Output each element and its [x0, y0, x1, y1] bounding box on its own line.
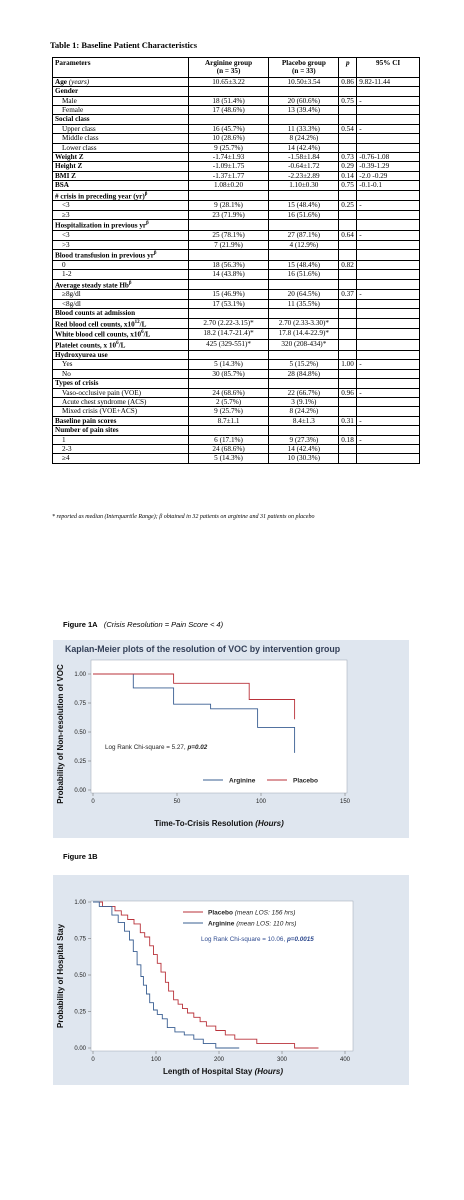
- placebo-value: 4 (12.9%): [269, 240, 339, 249]
- row-label: Vaso-occlusive pain (VOE): [53, 388, 189, 397]
- x-axis-label: Length of Hospital Stay (Hours): [162, 1067, 284, 1076]
- table-row: [53, 407, 420, 416]
- row-label: Male: [53, 96, 189, 105]
- ci-value: -2.0 -0.29: [357, 171, 420, 180]
- table-row: [53, 171, 420, 180]
- ci-value: [357, 210, 420, 219]
- figure-1a-label: Figure 1A (Crisis Resolution = Pain Score < 4): [63, 620, 224, 629]
- arginine-value: 24 (68.6%): [188, 388, 269, 397]
- y-tick-label: 0.75: [74, 936, 86, 943]
- arginine-value: 30 (85.7%): [188, 369, 269, 378]
- p-value: [339, 444, 357, 453]
- placebo-value: 11 (35.5%): [269, 299, 339, 308]
- table-row: [53, 340, 420, 351]
- ci-value: [357, 444, 420, 453]
- ci-value: [357, 340, 420, 351]
- x-tick-label: 100: [150, 1057, 162, 1063]
- table-row: [53, 106, 420, 115]
- arginine-value: 7 (21.9%): [188, 240, 269, 249]
- arginine-value: 25 (78.1%): [188, 231, 269, 240]
- table-row: [53, 260, 420, 269]
- ci-value: [357, 260, 420, 269]
- ci-value: -: [357, 290, 420, 299]
- table-section-row: [53, 190, 420, 201]
- placebo-value: 8 (24.2%): [269, 134, 339, 143]
- p-value: 0.54: [339, 124, 357, 133]
- row-label: 1-2: [53, 270, 189, 279]
- arginine-value: 18.2 (14.7-21.4)*: [188, 329, 269, 340]
- placebo-value: 11 (33.3%): [269, 124, 339, 133]
- row-label: Hydroxyurea use: [53, 350, 189, 359]
- row-label: Platelet counts, x $10^6/L$: [53, 340, 189, 351]
- p-value: [339, 87, 357, 96]
- p-value: [339, 190, 357, 201]
- p-value: [339, 407, 357, 416]
- p-value: [339, 309, 357, 318]
- legend-label-placebo: Placebo (mean LOS: 156 hrs): [208, 909, 296, 917]
- placebo-value: [269, 350, 339, 359]
- row-label: ≥8g/dl: [53, 290, 189, 299]
- arginine-value: 18 (56.3%): [188, 260, 269, 269]
- ci-value: [357, 87, 420, 96]
- arginine-value: 9 (25.7%): [188, 143, 269, 152]
- p-value: [339, 329, 357, 340]
- arginine-value: 5 (14.3%): [188, 360, 269, 369]
- ci-value: [357, 379, 420, 388]
- arginine-value: 24 (68.6%): [188, 444, 269, 453]
- placebo-value: 22 (66.7%): [269, 388, 339, 397]
- arginine-value: [188, 309, 269, 318]
- row-label: Red blood cell counts, $x10^{12}/L$: [53, 318, 189, 329]
- placebo-value: [269, 87, 339, 96]
- table-row: [53, 299, 420, 308]
- arginine-value: 425 (329-551)*: [188, 340, 269, 351]
- placebo-value: 10 (30.3%): [269, 454, 339, 463]
- arginine-value: [188, 87, 269, 96]
- placebo-value: 5 (15.2%): [269, 360, 339, 369]
- ci-value: -: [357, 388, 420, 397]
- ci-value: [357, 407, 420, 416]
- chart-title: Kaplan-Meier plots of the resolution of VOC by intervention group: [65, 644, 341, 654]
- header-ci: 95% CI: [357, 58, 420, 78]
- arginine-value: [188, 190, 269, 201]
- y-tick-label: 0.00: [74, 1046, 86, 1052]
- placebo-value: [269, 249, 339, 260]
- table-row: [53, 77, 420, 86]
- y-tick-label: 0.25: [74, 759, 86, 765]
- p-value: [339, 210, 357, 219]
- table-row: [53, 318, 420, 329]
- x-tick-label: 150: [339, 799, 351, 805]
- row-label: # crisis in preceding year (yr)$^\beta$: [53, 190, 189, 201]
- p-value: [339, 340, 357, 351]
- ci-value: [357, 106, 420, 115]
- arginine-value: 14 (43.8%): [188, 270, 269, 279]
- x-tick-label: 300: [276, 1057, 288, 1063]
- row-label: <8g/dl: [53, 299, 189, 308]
- row-label: 2-3: [53, 444, 189, 453]
- ci-value: -0.1-0.1: [357, 181, 420, 190]
- y-tick-label: 1.00: [74, 900, 86, 906]
- table-row: [53, 435, 420, 444]
- p-value: 0.25: [339, 201, 357, 210]
- arginine-value: 8.7±1.1: [188, 416, 269, 425]
- table-title: Table 1: Baseline Patient Characteristics: [50, 40, 197, 50]
- p-value: 0.29: [339, 162, 357, 171]
- row-label: >3: [53, 240, 189, 249]
- table-footnote: * reported as median (Interquartile Range); β obtained in 32 patients on arginine and 31 patients on placebo: [52, 514, 315, 520]
- row-label: Types of crisis: [53, 379, 189, 388]
- x-tick-label: 50: [173, 799, 181, 805]
- arginine-value: [188, 379, 269, 388]
- arginine-value: -1.09±1.75: [188, 162, 269, 171]
- placebo-value: [269, 426, 339, 435]
- arginine-value: 6 (17.1%): [188, 435, 269, 444]
- row-label: <3: [53, 231, 189, 240]
- ci-value: [357, 397, 420, 406]
- placebo-value: 8.4±1.3: [269, 416, 339, 425]
- row-label: Blood counts at admission: [53, 309, 189, 318]
- placebo-value: 1.10±0.30: [269, 181, 339, 190]
- placebo-value: 3 (9.1%): [269, 397, 339, 406]
- table-section-row: [53, 379, 420, 388]
- row-label: Female: [53, 106, 189, 115]
- table-section-row: [53, 426, 420, 435]
- p-value: [339, 454, 357, 463]
- ci-value: [357, 329, 420, 340]
- table-row: [53, 162, 420, 171]
- header-placebo: Placebo group (n = 33): [269, 58, 339, 78]
- ci-value: -0.76-1.08: [357, 153, 420, 162]
- ci-value: [357, 299, 420, 308]
- y-tick-label: 0.25: [74, 1009, 86, 1016]
- placebo-value: -2.23±2.89: [269, 171, 339, 180]
- placebo-value: 27 (87.1%): [269, 231, 339, 240]
- ci-value: [357, 190, 420, 201]
- figure-1b-label: Figure 1B: [63, 852, 98, 861]
- x-tick-label: 200: [213, 1057, 225, 1063]
- row-label: ≥3: [53, 210, 189, 219]
- placebo-value: 16 (51.6%): [269, 210, 339, 219]
- table-row: [53, 153, 420, 162]
- ci-value: -: [357, 360, 420, 369]
- placebo-value: 9 (27.3%): [269, 435, 339, 444]
- arginine-value: [188, 249, 269, 260]
- y-tick-label: 1.00: [74, 672, 86, 678]
- placebo-value: 8 (24.2%): [269, 407, 339, 416]
- p-value: [339, 115, 357, 124]
- ci-value: [357, 426, 420, 435]
- placebo-value: [269, 309, 339, 318]
- row-label: Weight Z: [53, 153, 189, 162]
- ci-value: -: [357, 416, 420, 425]
- ci-value: [357, 454, 420, 463]
- x-tick-label: 100: [255, 799, 267, 805]
- y-tick-label: 0.75: [74, 701, 86, 707]
- table-header-row: [53, 58, 420, 78]
- arginine-value: 9 (25.7%): [188, 407, 269, 416]
- placebo-value: 320 (208-434)*: [269, 340, 339, 351]
- arginine-value: [188, 220, 269, 231]
- ci-value: [357, 249, 420, 260]
- arginine-value: -1.37±1.77: [188, 171, 269, 180]
- p-value: 0.86: [339, 77, 357, 86]
- arginine-value: 2 (5.7%): [188, 397, 269, 406]
- placebo-value: 20 (64.5%): [269, 290, 339, 299]
- arginine-value: 17 (53.1%): [188, 299, 269, 308]
- p-value: 0.73: [339, 153, 357, 162]
- table-row: [53, 388, 420, 397]
- arginine-value: [188, 115, 269, 124]
- placebo-value: [269, 190, 339, 201]
- row-label: Mixed crisis (VOE+ACS): [53, 407, 189, 416]
- row-label: Gender: [53, 87, 189, 96]
- p-value: [339, 143, 357, 152]
- arginine-value: 2.70 (2.22-3.15)*: [188, 318, 269, 329]
- row-label: Baseline pain scores: [53, 416, 189, 425]
- table-row: [53, 454, 420, 463]
- table-row: [53, 124, 420, 133]
- p-value: 0.75: [339, 96, 357, 105]
- placebo-value: [269, 115, 339, 124]
- table-section-row: [53, 279, 420, 290]
- ci-value: [357, 369, 420, 378]
- p-value: [339, 220, 357, 231]
- table-row: [53, 416, 420, 425]
- ci-value: 9.82-11.44: [357, 77, 420, 86]
- arginine-value: 10.65±3.22: [188, 77, 269, 86]
- placebo-value: 17.8 (14.4-22.9)*: [269, 329, 339, 340]
- arginine-value: 5 (14.3%): [188, 454, 269, 463]
- p-value: 0.18: [339, 435, 357, 444]
- ci-value: [357, 279, 420, 290]
- row-label: Number of pain sites: [53, 426, 189, 435]
- p-value: 1.00: [339, 360, 357, 369]
- arginine-value: [188, 426, 269, 435]
- p-value: [339, 106, 357, 115]
- p-value: [339, 279, 357, 290]
- table-row: [53, 329, 420, 340]
- row-label: Upper class: [53, 124, 189, 133]
- p-value: [339, 299, 357, 308]
- table-row: [53, 210, 420, 219]
- table-row: [53, 369, 420, 378]
- table-row: [53, 290, 420, 299]
- row-label: Hospitalization in previous $yr^\beta$: [53, 220, 189, 231]
- ci-value: [357, 134, 420, 143]
- figure-1a-chart: [53, 640, 409, 838]
- ci-value: [357, 350, 420, 359]
- arginine-value: [188, 279, 269, 290]
- arginine-value: 1.08±0.20: [188, 181, 269, 190]
- row-label: Lower class: [53, 143, 189, 152]
- row-label: ≥4: [53, 454, 189, 463]
- ci-value: [357, 115, 420, 124]
- ci-value: -: [357, 435, 420, 444]
- header-parameters: Parameters: [53, 58, 189, 78]
- placebo-value: 10.50±3.54: [269, 77, 339, 86]
- row-label: Yes: [53, 360, 189, 369]
- legend-label-arginine: Arginine: [229, 777, 256, 785]
- table-section-row: [53, 249, 420, 260]
- arginine-value: 15 (46.9%): [188, 290, 269, 299]
- legend-label-arginine: Arginine (mean LOS: 110 hrs): [208, 920, 297, 928]
- figure-1a-caption: (Crisis Resolution = Pain Score < 4): [103, 620, 224, 629]
- row-label: Age (years): [53, 77, 189, 86]
- table-row: [53, 240, 420, 249]
- table-section-row: [53, 220, 420, 231]
- table-row: [53, 201, 420, 210]
- placebo-value: 15 (48.4%): [269, 201, 339, 210]
- ci-value: [357, 143, 420, 152]
- y-tick-label: 0.50: [74, 730, 86, 736]
- p-value: 0.75: [339, 181, 357, 190]
- ci-value: -: [357, 231, 420, 240]
- p-value: 0.82: [339, 260, 357, 269]
- baseline-characteristics-table: [52, 57, 420, 464]
- p-value: 0.37: [339, 290, 357, 299]
- ci-value: -: [357, 124, 420, 133]
- x-axis-label: Time-To-Crisis Resolution (Hours): [154, 819, 284, 828]
- arginine-value: 10 (28.6%): [188, 134, 269, 143]
- p-value: [339, 240, 357, 249]
- row-label: Middle class: [53, 134, 189, 143]
- y-tick-label: 0.50: [74, 973, 86, 979]
- arginine-value: 18 (51.4%): [188, 96, 269, 105]
- p-value: [339, 270, 357, 279]
- p-value: [339, 397, 357, 406]
- table-section-row: [53, 350, 420, 359]
- y-axis-label: Probability of Non-resolution of VOC: [56, 664, 65, 804]
- row-label: Blood transfusion in previous $yr^\beta$: [53, 249, 189, 260]
- placebo-value: 14 (42.4%): [269, 143, 339, 152]
- x-tick-label: 0: [91, 1057, 95, 1063]
- placebo-value: [269, 379, 339, 388]
- p-value: [339, 379, 357, 388]
- placebo-value: 16 (51.6%): [269, 270, 339, 279]
- row-label: BMI Z: [53, 171, 189, 180]
- row-label: Height Z: [53, 162, 189, 171]
- x-tick-label: 0: [91, 799, 95, 805]
- placebo-value: -0.64±1.72: [269, 162, 339, 171]
- placebo-value: 14 (42.4%): [269, 444, 339, 453]
- p-value: 0.14: [339, 171, 357, 180]
- table-row: [53, 231, 420, 240]
- logrank-annotation: Log Rank Chi-square = 10.06, p=0.0015: [201, 936, 314, 943]
- p-value: [339, 249, 357, 260]
- logrank-annotation: Log Rank Chi-square = 5.27, p=0.02: [105, 744, 208, 751]
- ci-value: [357, 318, 420, 329]
- placebo-value: [269, 279, 339, 290]
- y-axis-label: Probability of Hospital Stay: [56, 923, 65, 1029]
- table-section-row: [53, 115, 420, 124]
- placebo-value: 15 (48.4%): [269, 260, 339, 269]
- table-row: [53, 397, 420, 406]
- p-value: [339, 350, 357, 359]
- arginine-value: -1.74±1.93: [188, 153, 269, 162]
- arginine-value: 16 (45.7%): [188, 124, 269, 133]
- arginine-value: [188, 350, 269, 359]
- ci-value: -0.39-1.29: [357, 162, 420, 171]
- row-label: White blood cell counts, $x10^6/L$: [53, 329, 189, 340]
- ci-value: [357, 270, 420, 279]
- table-row: [53, 96, 420, 105]
- placebo-value: 2.70 (2.33-3.30)*: [269, 318, 339, 329]
- legend-label-placebo: Placebo: [293, 777, 318, 785]
- x-tick-label: 400: [339, 1057, 351, 1063]
- placebo-value: 28 (84.8%): [269, 369, 339, 378]
- p-value: 0.96: [339, 388, 357, 397]
- p-value: [339, 369, 357, 378]
- y-tick-label: 0.00: [74, 788, 86, 794]
- table-row: [53, 143, 420, 152]
- figure-1b-chart: [53, 875, 409, 1085]
- placebo-value: -1.58±1.84: [269, 153, 339, 162]
- arginine-value: 9 (28.1%): [188, 201, 269, 210]
- placebo-value: 20 (60.6%): [269, 96, 339, 105]
- row-label: <3: [53, 201, 189, 210]
- row-label: Average steady state $Hb^\beta$: [53, 279, 189, 290]
- arginine-value: 23 (71.9%): [188, 210, 269, 219]
- p-value: 0.31: [339, 416, 357, 425]
- p-value: [339, 134, 357, 143]
- ci-value: [357, 220, 420, 231]
- p-value: [339, 426, 357, 435]
- ci-value: -: [357, 96, 420, 105]
- table-row: [53, 444, 420, 453]
- table-row: [53, 181, 420, 190]
- header-p: p: [339, 58, 357, 78]
- placebo-value: 13 (39.4%): [269, 106, 339, 115]
- row-label: 0: [53, 260, 189, 269]
- row-label: No: [53, 369, 189, 378]
- arginine-value: 17 (48.6%): [188, 106, 269, 115]
- plot-area: [91, 660, 347, 793]
- header-arginine: Arginine group (n = 35): [188, 58, 269, 78]
- ci-value: [357, 309, 420, 318]
- placebo-value: [269, 220, 339, 231]
- table-row: [53, 270, 420, 279]
- ci-value: [357, 240, 420, 249]
- p-value: [339, 318, 357, 329]
- row-label: Social class: [53, 115, 189, 124]
- table-row: [53, 134, 420, 143]
- p-value: 0.64: [339, 231, 357, 240]
- table-row: [53, 360, 420, 369]
- ci-value: -: [357, 201, 420, 210]
- table-section-row: [53, 309, 420, 318]
- table-section-row: [53, 87, 420, 96]
- row-label: BSA: [53, 181, 189, 190]
- row-label: Acute chest syndrome (ACS): [53, 397, 189, 406]
- row-label: 1: [53, 435, 189, 444]
